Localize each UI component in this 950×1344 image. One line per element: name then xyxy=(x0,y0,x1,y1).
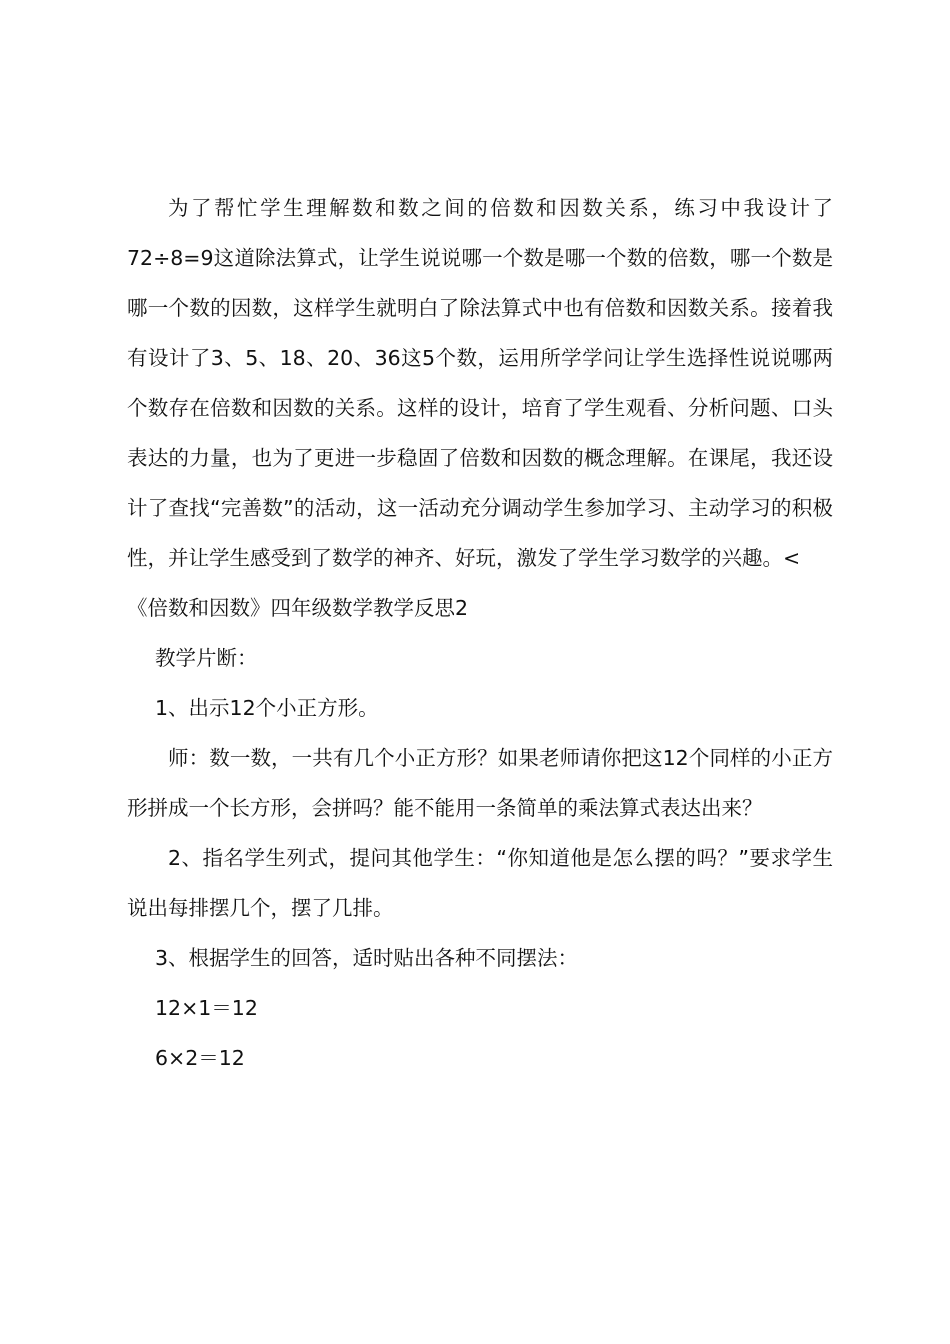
step-3-text: 3、根据学生的回答，适时贴出各种不同摆法： xyxy=(155,946,579,970)
section-title: 《倍数和因数》四年级数学教学反思2 xyxy=(127,596,469,620)
teacher-dialogue: 师：数一数，一共有几个小正方形？如果老师请你把这12个同样的小正方形拼成一个长方形，会拼吗？能不能用一条简单的乘法算式表达出来？ xyxy=(127,746,833,820)
equation-1: 12×1＝12 xyxy=(155,996,258,1020)
step-1-text: 1、出示12个小正方形。 xyxy=(155,696,379,720)
document-body xyxy=(127,183,833,1083)
reflection-paragraph: 为了帮忙学生理解数和数之间的倍数和因数关系，练习中我设计了72÷8=9这道除法算式，让学生说说哪一个数是哪一个数的倍数，哪一个数是哪一个数的因数，这样学生就明白了除法算式中也有倍数和因数关系。接着我有设计了3、5、18、20、36这5个数，运用所学学问让学生选择性说说哪两个数存在倍数和因数的关系。这样的设计，培育了学生观看、分析问题、口头表达的力量，也为了更进一步稳固了倍数和因数的概念理解。在课尾，我还设计了查找“完善数”的活动，这一活动充分调动学生参加学习、主动学习的积极性，并让学生感受到了数学的神齐、好玩，激发了学生学习数学的兴趣。< xyxy=(127,196,833,570)
step-2-text: 2、指名学生列式，提问其他学生：“你知道他是怎么摆的吗？”要求学生说出每排摆几个，摆了几排。 xyxy=(127,846,833,920)
equation-2: 6×2＝12 xyxy=(155,1046,245,1070)
teaching-fragment-label: 教学片断： xyxy=(155,646,258,670)
